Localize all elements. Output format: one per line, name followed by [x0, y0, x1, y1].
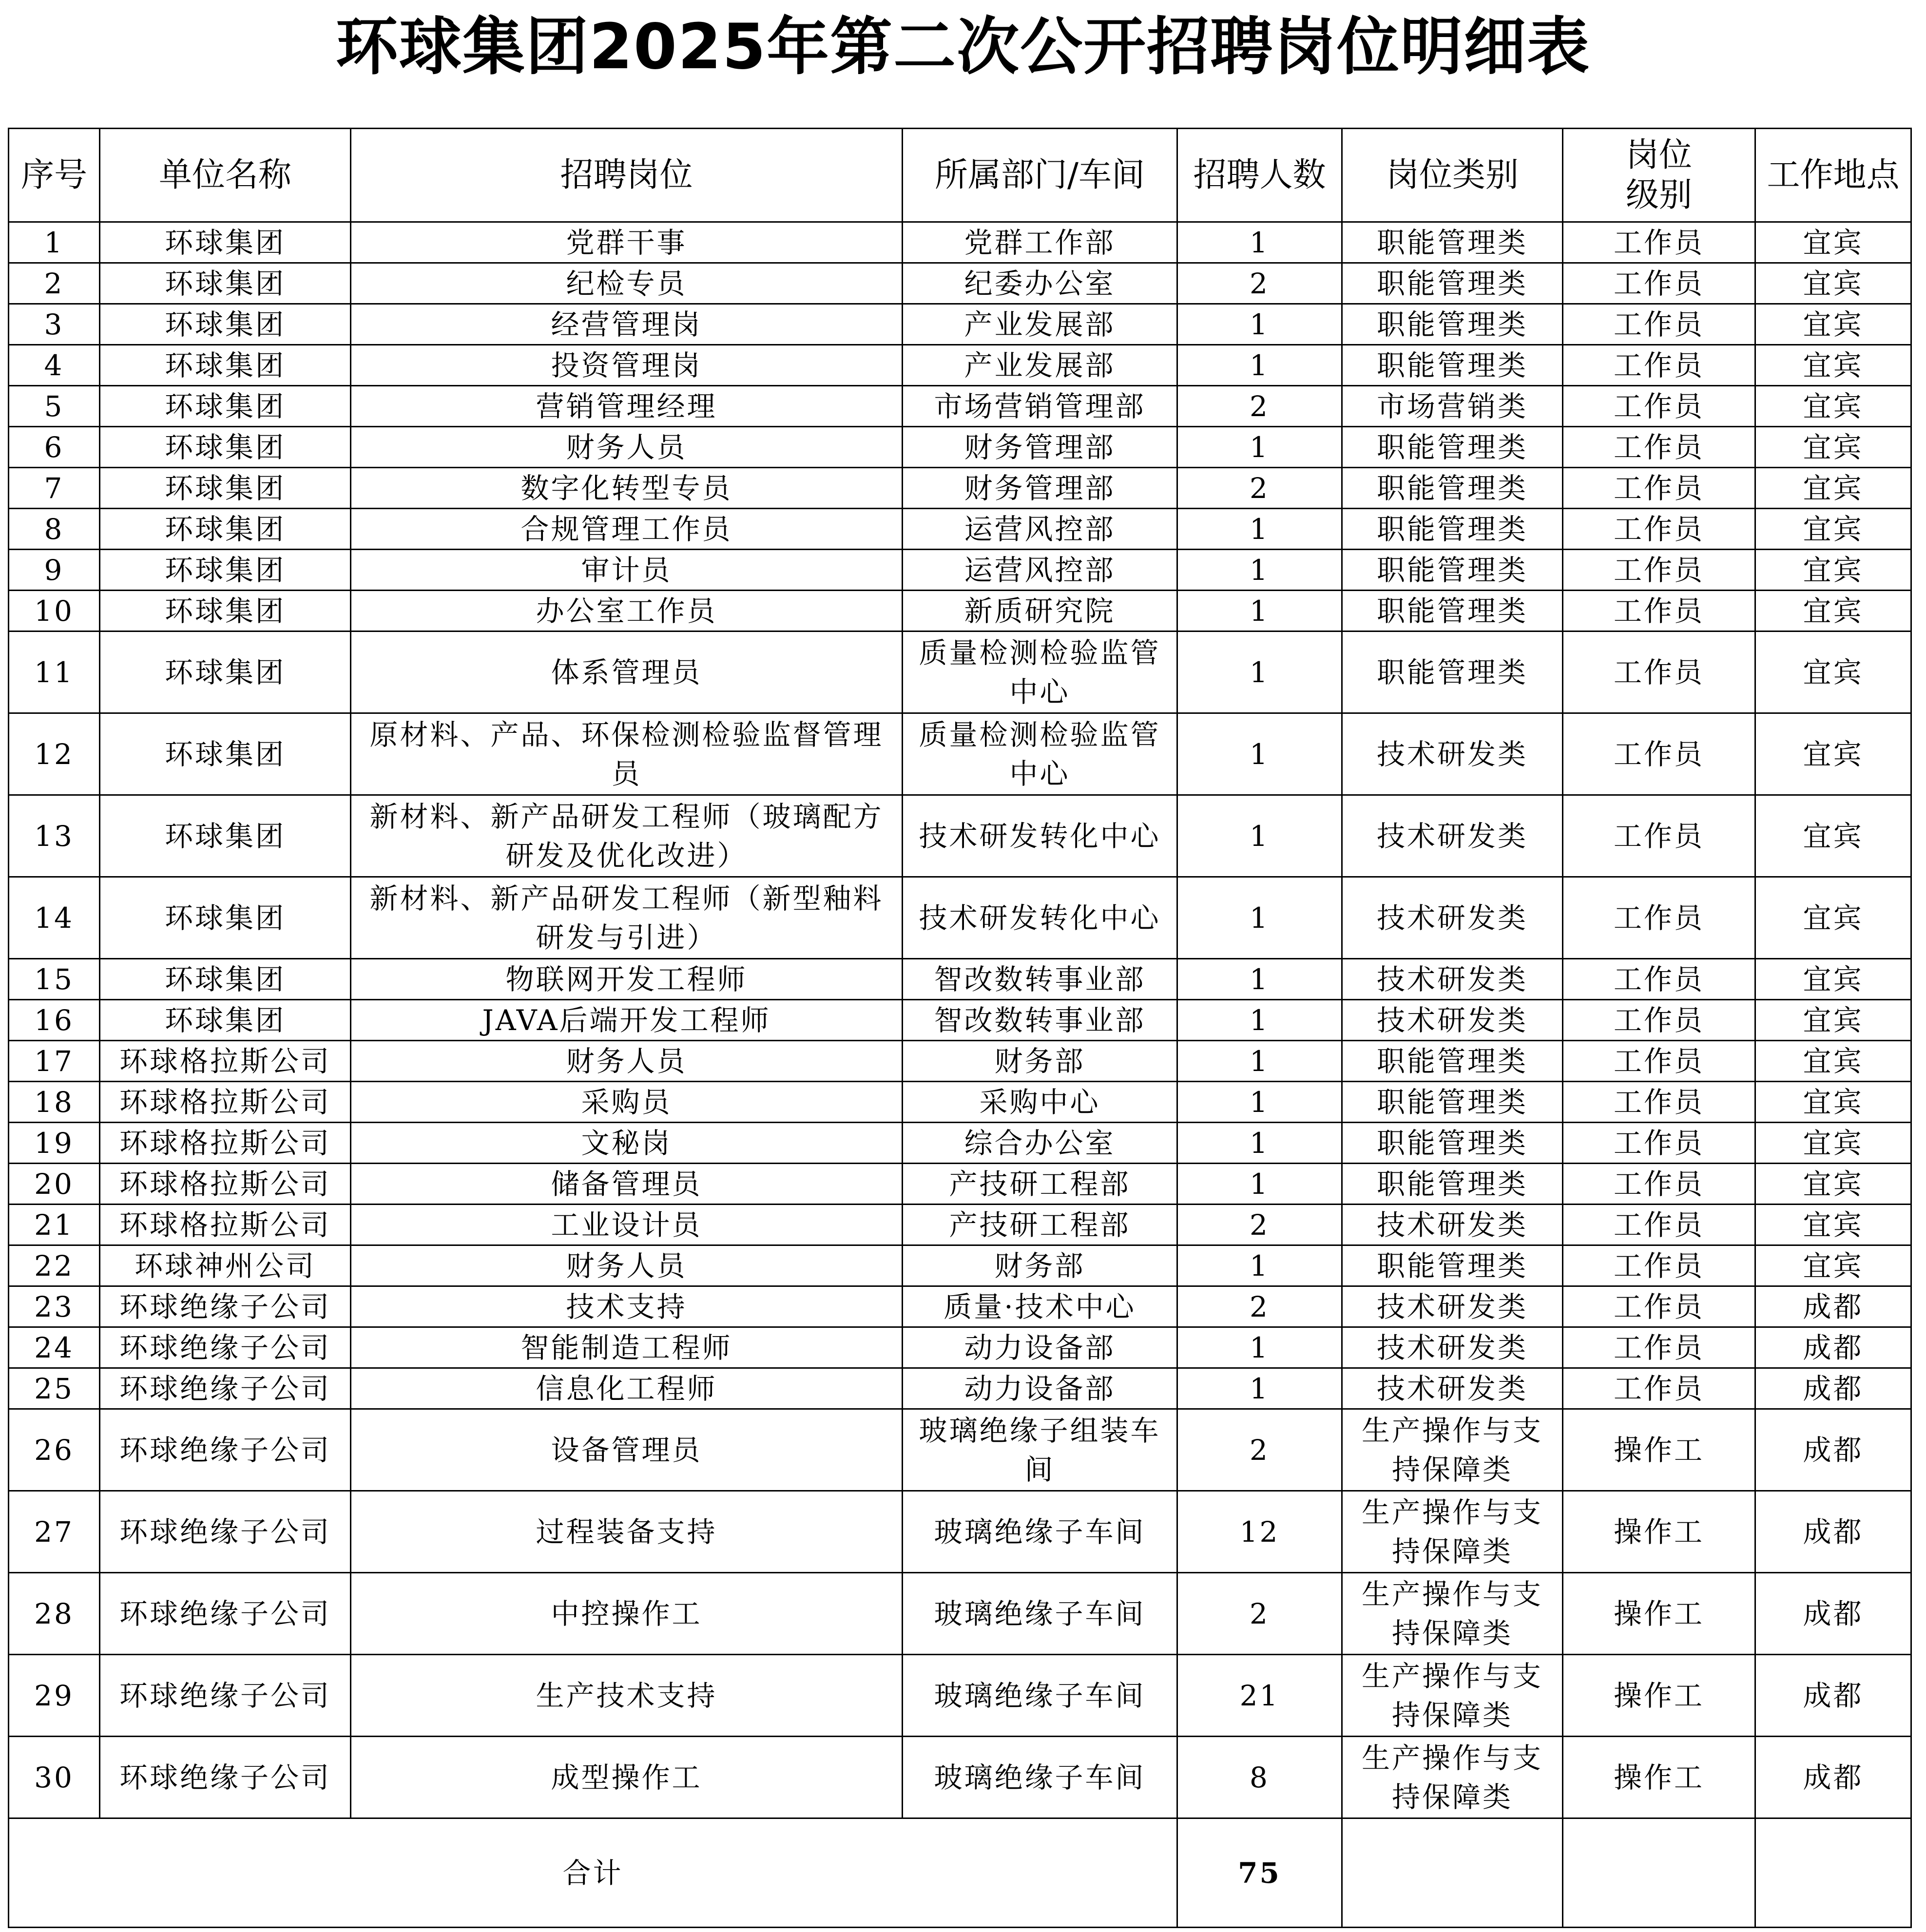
cell-no: 7 [9, 468, 100, 509]
cell-count: 1 [1177, 345, 1342, 386]
cell-level: 工作员 [1563, 631, 1755, 713]
cell-dept: 采购中心 [903, 1082, 1177, 1123]
cell-no: 4 [9, 345, 100, 386]
cell-position: JAVA后端开发工程师 [351, 1000, 903, 1041]
cell-category: 职能管理类 [1342, 550, 1563, 591]
total-empty-cell [1563, 1818, 1755, 1928]
cell-no: 19 [9, 1123, 100, 1164]
cell-category: 职能管理类 [1342, 1041, 1563, 1082]
cell-no: 11 [9, 631, 100, 713]
cell-category: 生产操作与支持保障类 [1342, 1409, 1563, 1491]
cell-unit: 环球绝缘子公司 [100, 1409, 351, 1491]
cell-no: 9 [9, 550, 100, 591]
cell-position: 新材料、新产品研发工程师（新型釉料研发与引进） [351, 877, 903, 959]
table-body [9, 222, 1911, 1818]
cell-location: 宜宾 [1755, 304, 1911, 345]
cell-location: 宜宾 [1755, 509, 1911, 550]
cell-unit: 环球集团 [100, 1000, 351, 1041]
cell-unit: 环球集团 [100, 427, 351, 468]
header-cell-level: 岗位级别 [1563, 129, 1755, 222]
cell-count: 1 [1177, 631, 1342, 713]
cell-location: 宜宾 [1755, 591, 1911, 631]
cell-level: 工作员 [1563, 304, 1755, 345]
cell-level: 操作工 [1563, 1737, 1755, 1818]
total-label: 合计 [9, 1818, 1177, 1928]
cell-unit: 环球集团 [100, 263, 351, 304]
cell-location: 成都 [1755, 1491, 1911, 1573]
cell-no: 21 [9, 1205, 100, 1245]
cell-count: 2 [1177, 263, 1342, 304]
cell-position: 数字化转型专员 [351, 468, 903, 509]
cell-category: 职能管理类 [1342, 222, 1563, 263]
cell-no: 8 [9, 509, 100, 550]
cell-dept: 财务部 [903, 1041, 1177, 1082]
cell-location: 成都 [1755, 1573, 1911, 1655]
page-title: 环球集团2025年第二次公开招聘岗位明细表 [335, 11, 1591, 83]
header-cell-dept: 所属部门/车间 [903, 129, 1177, 222]
cell-position: 财务人员 [351, 427, 903, 468]
cell-dept: 市场营销管理部 [903, 386, 1177, 427]
cell-count: 1 [1177, 304, 1342, 345]
cell-unit: 环球格拉斯公司 [100, 1123, 351, 1164]
cell-category: 技术研发类 [1342, 959, 1563, 1000]
cell-position: 体系管理员 [351, 631, 903, 713]
cell-location: 宜宾 [1755, 631, 1911, 713]
cell-no: 15 [9, 959, 100, 1000]
cell-location: 宜宾 [1755, 222, 1911, 263]
cell-level: 工作员 [1563, 1368, 1755, 1409]
cell-dept: 产技研工程部 [903, 1164, 1177, 1205]
cell-dept: 动力设备部 [903, 1368, 1177, 1409]
header-cell-count: 招聘人数 [1177, 129, 1342, 222]
cell-category: 职能管理类 [1342, 468, 1563, 509]
cell-category: 职能管理类 [1342, 427, 1563, 468]
cell-position: 投资管理岗 [351, 345, 903, 386]
table-row [9, 1041, 1911, 1082]
cell-location: 宜宾 [1755, 1041, 1911, 1082]
table-row [9, 386, 1911, 427]
cell-category: 职能管理类 [1342, 304, 1563, 345]
cell-category: 技术研发类 [1342, 1368, 1563, 1409]
cell-location: 成都 [1755, 1327, 1911, 1368]
table-row [9, 1573, 1911, 1655]
cell-category: 职能管理类 [1342, 509, 1563, 550]
cell-location: 宜宾 [1755, 468, 1911, 509]
cell-category: 生产操作与支持保障类 [1342, 1655, 1563, 1737]
cell-dept: 产业发展部 [903, 345, 1177, 386]
cell-location: 成都 [1755, 1409, 1911, 1491]
cell-position: 工业设计员 [351, 1205, 903, 1245]
cell-position: 审计员 [351, 550, 903, 591]
table-row [9, 509, 1911, 550]
cell-level: 工作员 [1563, 1286, 1755, 1327]
cell-count: 1 [1177, 713, 1342, 795]
cell-level: 工作员 [1563, 1327, 1755, 1368]
table-row [9, 1000, 1911, 1041]
cell-no: 24 [9, 1327, 100, 1368]
cell-position: 采购员 [351, 1082, 903, 1123]
cell-location: 宜宾 [1755, 345, 1911, 386]
cell-level: 工作员 [1563, 1123, 1755, 1164]
cell-level: 操作工 [1563, 1491, 1755, 1573]
cell-unit: 环球绝缘子公司 [100, 1737, 351, 1818]
cell-no: 25 [9, 1368, 100, 1409]
cell-position: 经营管理岗 [351, 304, 903, 345]
table-row [9, 427, 1911, 468]
cell-level: 工作员 [1563, 222, 1755, 263]
cell-dept: 玻璃绝缘子组装车间 [903, 1409, 1177, 1491]
cell-category: 职能管理类 [1342, 263, 1563, 304]
cell-unit: 环球绝缘子公司 [100, 1491, 351, 1573]
cell-dept: 产业发展部 [903, 304, 1177, 345]
cell-count: 1 [1177, 1245, 1342, 1286]
header-row [9, 129, 1911, 222]
cell-unit: 环球集团 [100, 222, 351, 263]
recruitment-table [8, 128, 1912, 1928]
cell-count: 2 [1177, 468, 1342, 509]
cell-unit: 环球集团 [100, 877, 351, 959]
cell-no: 1 [9, 222, 100, 263]
cell-no: 16 [9, 1000, 100, 1041]
cell-location: 成都 [1755, 1286, 1911, 1327]
cell-dept: 动力设备部 [903, 1327, 1177, 1368]
cell-unit: 环球集团 [100, 304, 351, 345]
cell-dept: 玻璃绝缘子车间 [903, 1573, 1177, 1655]
cell-count: 12 [1177, 1491, 1342, 1573]
cell-count: 1 [1177, 509, 1342, 550]
cell-no: 2 [9, 263, 100, 304]
cell-count: 2 [1177, 1205, 1342, 1245]
cell-unit: 环球绝缘子公司 [100, 1327, 351, 1368]
cell-no: 22 [9, 1245, 100, 1286]
cell-position: 智能制造工程师 [351, 1327, 903, 1368]
cell-level: 工作员 [1563, 1164, 1755, 1205]
cell-dept: 技术研发转化中心 [903, 795, 1177, 877]
cell-category: 技术研发类 [1342, 713, 1563, 795]
cell-level: 工作员 [1563, 591, 1755, 631]
cell-no: 26 [9, 1409, 100, 1491]
cell-count: 2 [1177, 1286, 1342, 1327]
cell-position: 营销管理经理 [351, 386, 903, 427]
cell-level: 工作员 [1563, 713, 1755, 795]
cell-count: 2 [1177, 1409, 1342, 1491]
cell-count: 2 [1177, 1573, 1342, 1655]
cell-position: 财务人员 [351, 1041, 903, 1082]
cell-location: 宜宾 [1755, 713, 1911, 795]
cell-position: 文秘岗 [351, 1123, 903, 1164]
cell-dept: 质量·技术中心 [903, 1286, 1177, 1327]
cell-position: 财务人员 [351, 1245, 903, 1286]
table-row [9, 877, 1911, 959]
cell-position: 技术支持 [351, 1286, 903, 1327]
cell-unit: 环球集团 [100, 591, 351, 631]
cell-location: 成都 [1755, 1737, 1911, 1818]
cell-location: 宜宾 [1755, 550, 1911, 591]
total-value: 75 [1177, 1818, 1342, 1928]
cell-level: 工作员 [1563, 877, 1755, 959]
cell-level: 工作员 [1563, 1082, 1755, 1123]
table-row [9, 1205, 1911, 1245]
cell-no: 18 [9, 1082, 100, 1123]
cell-position: 中控操作工 [351, 1573, 903, 1655]
cell-count: 8 [1177, 1737, 1342, 1818]
cell-level: 操作工 [1563, 1655, 1755, 1737]
cell-count: 1 [1177, 1327, 1342, 1368]
cell-location: 成都 [1755, 1655, 1911, 1737]
cell-count: 1 [1177, 1164, 1342, 1205]
header-cell-position: 招聘岗位 [351, 129, 903, 222]
cell-level: 工作员 [1563, 345, 1755, 386]
cell-location: 宜宾 [1755, 795, 1911, 877]
header-cell-category: 岗位类别 [1342, 129, 1563, 222]
header-cell-unit: 单位名称 [100, 129, 351, 222]
cell-position: 原材料、产品、环保检测检验监督管理员 [351, 713, 903, 795]
cell-no: 27 [9, 1491, 100, 1573]
cell-count: 21 [1177, 1655, 1342, 1737]
cell-no: 6 [9, 427, 100, 468]
cell-count: 1 [1177, 795, 1342, 877]
cell-dept: 质量检测检验监管中心 [903, 713, 1177, 795]
cell-location: 宜宾 [1755, 959, 1911, 1000]
cell-unit: 环球绝缘子公司 [100, 1286, 351, 1327]
cell-position: 储备管理员 [351, 1164, 903, 1205]
table-row [9, 304, 1911, 345]
table-row [9, 468, 1911, 509]
table-row [9, 1491, 1911, 1573]
cell-position: 生产技术支持 [351, 1655, 903, 1737]
cell-unit: 环球绝缘子公司 [100, 1573, 351, 1655]
cell-level: 工作员 [1563, 1041, 1755, 1082]
cell-level: 操作工 [1563, 1409, 1755, 1491]
table-row [9, 591, 1911, 631]
cell-count: 1 [1177, 959, 1342, 1000]
cell-dept: 财务部 [903, 1245, 1177, 1286]
cell-level: 工作员 [1563, 509, 1755, 550]
cell-unit: 环球格拉斯公司 [100, 1205, 351, 1245]
cell-no: 3 [9, 304, 100, 345]
cell-location: 宜宾 [1755, 1000, 1911, 1041]
cell-no: 17 [9, 1041, 100, 1082]
cell-position: 成型操作工 [351, 1737, 903, 1818]
cell-unit: 环球格拉斯公司 [100, 1041, 351, 1082]
cell-unit: 环球集团 [100, 713, 351, 795]
table-row [9, 550, 1911, 591]
table-row [9, 1737, 1911, 1818]
cell-category: 技术研发类 [1342, 1327, 1563, 1368]
cell-no: 12 [9, 713, 100, 795]
cell-count: 1 [1177, 222, 1342, 263]
cell-no: 13 [9, 795, 100, 877]
cell-count: 1 [1177, 550, 1342, 591]
cell-category: 技术研发类 [1342, 1000, 1563, 1041]
cell-unit: 环球集团 [100, 631, 351, 713]
cell-position: 党群干事 [351, 222, 903, 263]
cell-category: 技术研发类 [1342, 1286, 1563, 1327]
table-row [9, 222, 1911, 263]
cell-location: 宜宾 [1755, 1164, 1911, 1205]
table-row [9, 713, 1911, 795]
cell-level: 工作员 [1563, 427, 1755, 468]
cell-category: 生产操作与支持保障类 [1342, 1491, 1563, 1573]
cell-level: 工作员 [1563, 1245, 1755, 1286]
cell-count: 1 [1177, 1082, 1342, 1123]
cell-location: 宜宾 [1755, 386, 1911, 427]
cell-unit: 环球集团 [100, 509, 351, 550]
cell-category: 生产操作与支持保障类 [1342, 1573, 1563, 1655]
cell-location: 宜宾 [1755, 427, 1911, 468]
total-empty-cell [1755, 1818, 1911, 1928]
cell-level: 工作员 [1563, 1000, 1755, 1041]
cell-dept: 玻璃绝缘子车间 [903, 1655, 1177, 1737]
cell-no: 5 [9, 386, 100, 427]
cell-no: 10 [9, 591, 100, 631]
cell-count: 1 [1177, 427, 1342, 468]
cell-level: 工作员 [1563, 468, 1755, 509]
cell-dept: 玻璃绝缘子车间 [903, 1737, 1177, 1818]
cell-category: 职能管理类 [1342, 591, 1563, 631]
table-row [9, 1123, 1911, 1164]
table-row [9, 1368, 1911, 1409]
cell-position: 办公室工作员 [351, 591, 903, 631]
header-cell-location: 工作地点 [1755, 129, 1911, 222]
cell-count: 1 [1177, 591, 1342, 631]
cell-position: 纪检专员 [351, 263, 903, 304]
cell-category: 职能管理类 [1342, 1123, 1563, 1164]
cell-location: 宜宾 [1755, 1205, 1911, 1245]
cell-category: 职能管理类 [1342, 1082, 1563, 1123]
table-row [9, 959, 1911, 1000]
cell-unit: 环球绝缘子公司 [100, 1655, 351, 1737]
cell-unit: 环球集团 [100, 795, 351, 877]
cell-count: 1 [1177, 1041, 1342, 1082]
cell-level: 操作工 [1563, 1573, 1755, 1655]
table-row [9, 1286, 1911, 1327]
cell-dept: 智改数转事业部 [903, 1000, 1177, 1041]
cell-category: 生产操作与支持保障类 [1342, 1737, 1563, 1818]
cell-dept: 技术研发转化中心 [903, 877, 1177, 959]
cell-count: 1 [1177, 1000, 1342, 1041]
cell-dept: 综合办公室 [903, 1123, 1177, 1164]
cell-unit: 环球神州公司 [100, 1245, 351, 1286]
table-row [9, 1327, 1911, 1368]
cell-position: 合规管理工作员 [351, 509, 903, 550]
cell-location: 宜宾 [1755, 877, 1911, 959]
cell-category: 职能管理类 [1342, 345, 1563, 386]
cell-count: 2 [1177, 386, 1342, 427]
cell-unit: 环球集团 [100, 468, 351, 509]
cell-no: 29 [9, 1655, 100, 1737]
table-row [9, 1245, 1911, 1286]
cell-location: 宜宾 [1755, 263, 1911, 304]
cell-category: 职能管理类 [1342, 1164, 1563, 1205]
cell-unit: 环球集团 [100, 386, 351, 427]
cell-dept: 运营风控部 [903, 550, 1177, 591]
cell-level: 工作员 [1563, 795, 1755, 877]
table-row [9, 795, 1911, 877]
cell-no: 23 [9, 1286, 100, 1327]
cell-unit: 环球格拉斯公司 [100, 1082, 351, 1123]
cell-level: 工作员 [1563, 1205, 1755, 1245]
table-row [9, 263, 1911, 304]
table-row [9, 1082, 1911, 1123]
cell-dept: 运营风控部 [903, 509, 1177, 550]
cell-dept: 财务管理部 [903, 427, 1177, 468]
cell-dept: 新质研究院 [903, 591, 1177, 631]
table-row [9, 345, 1911, 386]
cell-no: 14 [9, 877, 100, 959]
cell-count: 1 [1177, 877, 1342, 959]
cell-category: 职能管理类 [1342, 1245, 1563, 1286]
cell-unit: 环球集团 [100, 345, 351, 386]
cell-position: 过程装备支持 [351, 1491, 903, 1573]
cell-count: 1 [1177, 1123, 1342, 1164]
cell-level: 工作员 [1563, 959, 1755, 1000]
cell-category: 技术研发类 [1342, 877, 1563, 959]
cell-location: 宜宾 [1755, 1245, 1911, 1286]
table-row [9, 631, 1911, 713]
cell-position: 信息化工程师 [351, 1368, 903, 1409]
cell-count: 1 [1177, 1368, 1342, 1409]
total-row [9, 1818, 1911, 1928]
cell-dept: 财务管理部 [903, 468, 1177, 509]
cell-no: 28 [9, 1573, 100, 1655]
cell-location: 成都 [1755, 1368, 1911, 1409]
cell-level: 工作员 [1563, 263, 1755, 304]
cell-unit: 环球格拉斯公司 [100, 1164, 351, 1205]
cell-category: 职能管理类 [1342, 631, 1563, 713]
cell-dept: 纪委办公室 [903, 263, 1177, 304]
cell-category: 技术研发类 [1342, 1205, 1563, 1245]
cell-location: 宜宾 [1755, 1123, 1911, 1164]
cell-category: 市场营销类 [1342, 386, 1563, 427]
cell-dept: 智改数转事业部 [903, 959, 1177, 1000]
cell-unit: 环球集团 [100, 550, 351, 591]
cell-unit: 环球绝缘子公司 [100, 1368, 351, 1409]
cell-no: 30 [9, 1737, 100, 1818]
cell-location: 宜宾 [1755, 1082, 1911, 1123]
table-row [9, 1409, 1911, 1491]
cell-level: 工作员 [1563, 550, 1755, 591]
header-cell-no: 序号 [9, 129, 100, 222]
cell-dept: 质量检测检验监管中心 [903, 631, 1177, 713]
cell-position: 物联网开发工程师 [351, 959, 903, 1000]
cell-position: 设备管理员 [351, 1409, 903, 1491]
total-empty-cell [1342, 1818, 1563, 1928]
cell-dept: 党群工作部 [903, 222, 1177, 263]
table-row [9, 1164, 1911, 1205]
cell-unit: 环球集团 [100, 959, 351, 1000]
cell-dept: 产技研工程部 [903, 1205, 1177, 1245]
cell-no: 20 [9, 1164, 100, 1205]
cell-position: 新材料、新产品研发工程师（玻璃配方研发及优化改进） [351, 795, 903, 877]
table-row [9, 1655, 1911, 1737]
cell-category: 技术研发类 [1342, 795, 1563, 877]
cell-dept: 玻璃绝缘子车间 [903, 1491, 1177, 1573]
cell-level: 工作员 [1563, 386, 1755, 427]
